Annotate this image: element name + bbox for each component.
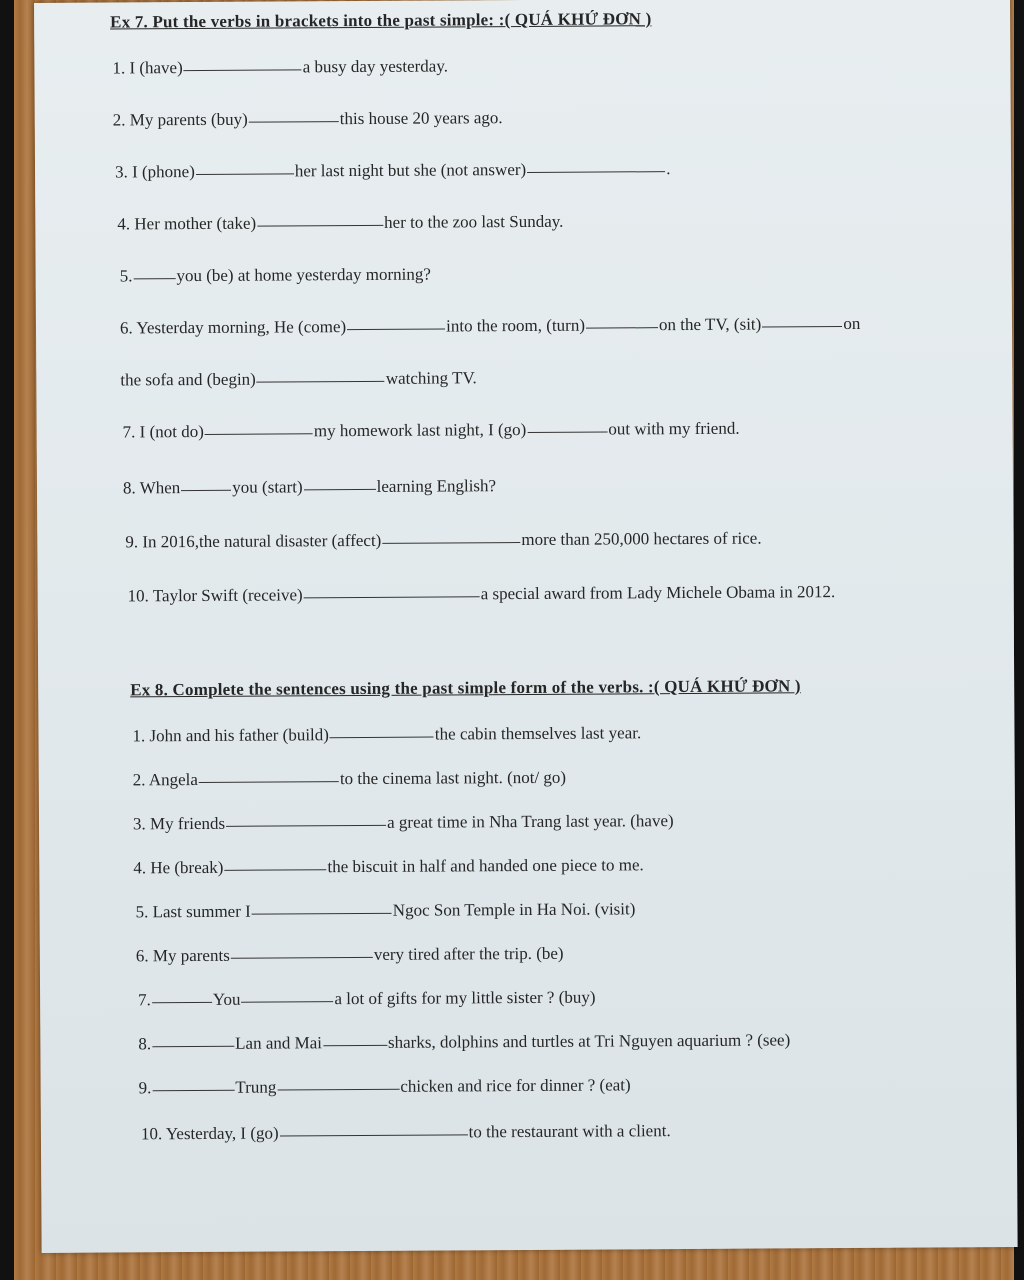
answer-blank[interactable] <box>304 595 480 598</box>
ex7-item-2 <box>113 108 503 130</box>
ex8-item-9 <box>139 1075 631 1098</box>
ex7-item-4-text-b: her to the zoo last Sunday. <box>384 211 564 232</box>
ex7-item-8 <box>123 476 496 498</box>
ex7-item-3-text-c: . <box>666 159 671 179</box>
ex8-item-4-text-b: the biscuit in half and handed one piece to me. <box>327 855 644 877</box>
ex7-item-9 <box>125 529 761 553</box>
ex7-item-10-text-b: a special award from Lady Michele Obama in 2012. <box>480 582 836 604</box>
ex7-item-7-text-a: 7. I (not do) <box>122 421 204 442</box>
answer-blank[interactable] <box>527 170 665 173</box>
ex8-item-6 <box>136 944 564 967</box>
answer-blank[interactable] <box>196 172 294 175</box>
ex8-item-9-text-c: chicken and rice for dinner ? (eat) <box>400 1075 631 1096</box>
ex8-item-10 <box>141 1121 671 1144</box>
answer-blank[interactable] <box>252 912 392 915</box>
ex7-item-2-text-a: 2. My parents (buy) <box>112 109 248 130</box>
ex7-item-7-text-c: out with my friend. <box>608 418 740 439</box>
ex7-title: Ex 7. Put the verbs in brackets into the past simple: :( QUÁ KHỨ ĐƠN ) <box>110 9 652 32</box>
ex8-item-2-text-b: to the cinema last night. (not/ go) <box>339 767 567 789</box>
ex8-item-8 <box>138 1030 790 1054</box>
ex8-item-9-text-b: Trung <box>235 1077 277 1097</box>
ex8-item-6-text-b: very tired after the trip. (be) <box>373 943 564 964</box>
ex7-item-3-text-a: 3. I (phone) <box>114 162 195 182</box>
answer-blank[interactable] <box>152 1089 234 1092</box>
ex8-item-10-text-a: 10. Yesterday, I (go) <box>140 1123 279 1144</box>
ex7-item-1-text-a: 1. I (have) <box>112 58 183 78</box>
ex8-item-1-text-a: 1. John and his father (build) <box>132 725 329 746</box>
ex8-item-3-text-b: a great time in Nha Trang last year. (have) <box>387 811 674 832</box>
answer-blank[interactable] <box>152 1001 212 1003</box>
ex8-item-5-text-a: 5. Last summer I <box>135 901 251 922</box>
worksheet-paper <box>34 0 1018 1253</box>
ex7-item-6b-text-a: the sofa and (begin) <box>120 369 256 390</box>
ex7-item-6-text-a: 6. Yesterday morning, He (come) <box>119 317 347 338</box>
ex7-item-5-text-a: 5. <box>119 266 133 286</box>
ex8-item-8-text-a: 8. <box>138 1034 152 1054</box>
ex7-item-1 <box>112 56 448 78</box>
ex7-item-4-text-a: 4. Her mother (take) <box>117 213 257 234</box>
answer-blank[interactable] <box>224 868 326 871</box>
ex8-item-2-text-a: 2. Angela <box>132 769 198 790</box>
ex7-item-6-text-c: on the TV, (sit) <box>658 314 762 335</box>
answer-blank[interactable] <box>762 325 842 327</box>
ex8-item-3-text-a: 3. My friends <box>132 813 226 834</box>
answer-blank[interactable] <box>152 1045 234 1048</box>
ex7-item-5-text-b: you (be) at home yesterday morning? <box>176 264 431 286</box>
answer-blank[interactable] <box>280 1133 468 1136</box>
ex8-item-4 <box>133 855 644 878</box>
ex8-item-7-text-a: 7. <box>138 990 151 1010</box>
ex7-item-8-text-c: learning English? <box>376 476 497 496</box>
answer-blank[interactable] <box>323 1044 387 1046</box>
ex7-item-4 <box>117 212 563 235</box>
ex8-item-1-text-b: the cabin themselves last year. <box>434 723 642 744</box>
answer-blank[interactable] <box>231 956 373 959</box>
answer-blank[interactable] <box>304 488 376 490</box>
ex7-item-10 <box>128 582 836 606</box>
ex7-item-3-text-b: her last night but she (not answer) <box>294 159 527 181</box>
ex8-item-7 <box>138 988 596 1011</box>
answer-blank[interactable] <box>527 430 607 432</box>
ex7-item-9-text-a: 9. In 2016,the natural disaster (affect) <box>125 530 382 552</box>
ex8-item-4-text-a: 4. He (break) <box>133 857 224 878</box>
ex7-item-6-text-d: on <box>843 313 861 334</box>
ex8-item-10-text-b: to the restaurant with a client. <box>468 1121 671 1142</box>
ex8-item-5-text-b: Ngoc Son Temple in Ha Noi. (visit) <box>392 899 636 920</box>
ex8-item-5 <box>136 899 636 922</box>
ex7-item-9-text-b: more than 250,000 hectares of rice. <box>521 528 762 550</box>
ex7-item-6 <box>120 314 860 339</box>
ex8-item-7-text-b: You <box>212 989 241 1009</box>
answer-blank[interactable] <box>241 1000 333 1003</box>
ex7-item-2-text-b: this house 20 years ago. <box>339 108 503 129</box>
ex7-item-7-text-b: my homework last night, I (go) <box>313 419 527 441</box>
ex7-item-6-continued <box>120 368 477 390</box>
ex8-item-8-text-c: sharks, dolphins and turtles at Tri Nguyen aquarium ? (see) <box>387 1030 791 1052</box>
ex8-item-8-text-b: Lan and Mai <box>235 1033 323 1053</box>
ex8-item-7-text-c: a lot of gifts for my little sister ? (buy) <box>334 987 596 1009</box>
answer-blank[interactable] <box>226 824 386 827</box>
answer-blank[interactable] <box>330 736 434 739</box>
ex7-item-8-text-a: 8. When <box>122 478 181 498</box>
ex7-item-8-text-b: you (start) <box>232 477 303 497</box>
answer-blank[interactable] <box>133 277 175 279</box>
answer-blank[interactable] <box>586 326 658 328</box>
ex7-item-6-text-b: into the room, (turn) <box>446 315 586 336</box>
ex7-item-7 <box>123 419 740 443</box>
answer-blank[interactable] <box>257 224 383 227</box>
ex8-item-6-text-a: 6. My parents <box>135 945 230 966</box>
ex7-item-6b-text-b: watching TV. <box>385 368 477 388</box>
answer-blank[interactable] <box>277 1088 399 1091</box>
answer-blank[interactable] <box>205 432 313 435</box>
ex7-item-5 <box>120 265 431 287</box>
ex8-title: Ex 8. Complete the sentences using the past simple form of the verbs. :( QUÁ KHỨ ĐƠN ) <box>130 676 801 700</box>
answer-blank[interactable] <box>184 68 302 71</box>
ex8-item-2 <box>133 768 566 791</box>
ex8-item-3 <box>133 811 674 834</box>
left-dark-border <box>0 0 14 1280</box>
answer-blank[interactable] <box>257 380 385 383</box>
ex7-item-1-text-b: a busy day yesterday. <box>302 56 449 77</box>
ex7-item-3 <box>115 159 670 182</box>
answer-blank[interactable] <box>382 541 520 544</box>
answer-blank[interactable] <box>181 489 231 491</box>
answer-blank[interactable] <box>199 780 339 783</box>
ex8-item-1 <box>132 723 641 746</box>
answer-blank[interactable] <box>249 120 339 123</box>
ex7-item-10-text-a: 10. Taylor Swift (receive) <box>127 585 303 606</box>
answer-blank[interactable] <box>347 327 445 330</box>
ex8-item-9-text-a: 9. <box>138 1078 152 1098</box>
